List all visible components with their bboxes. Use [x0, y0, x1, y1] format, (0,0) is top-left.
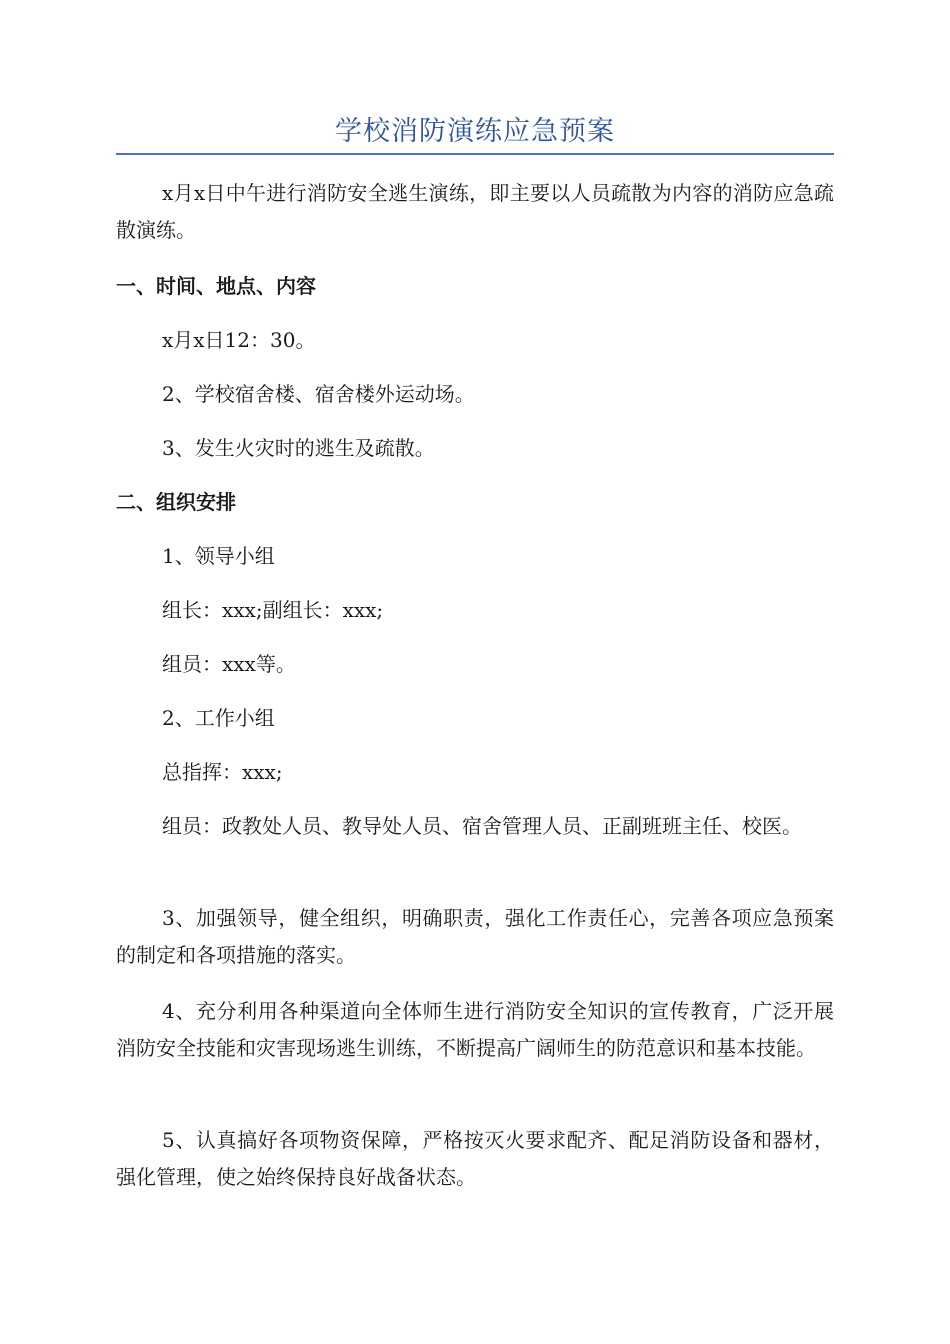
paragraph-place: 2、学校宿舍楼、宿舍楼外运动场。	[162, 382, 475, 406]
paragraph-leadership-duties: 3、加强领导，健全组织，明确职责，强化工作责任心，完善各项应急预案的制定和各项措施的落实。	[116, 906, 834, 967]
intro-paragraph: x月x日中午进行消防安全逃生演练，即主要以人员疏散为内容的消防应急疏散演练。	[116, 181, 834, 242]
paragraph-work-members: 组员：政教处人员、教导处人员、宿舍管理人员、正副班班主任、校医。	[162, 814, 802, 838]
title-underline	[116, 153, 834, 155]
paragraph-safety-education: 4、充分利用各种渠道向全体师生进行消防安全知识的宣传教育，广泛开展消防安全技能和灾害现场逃生训练，不断提高广阔师生的防范意识和基本技能。	[116, 999, 834, 1060]
paragraph-work-group: 2、工作小组	[162, 706, 275, 730]
section-heading-organization: 二、组织安排	[116, 490, 236, 514]
paragraph-group-members: 组员：xxx等。	[162, 652, 296, 676]
paragraph-content: 3、发生火灾时的逃生及疏散。	[162, 436, 435, 460]
paragraph-commander: 总指挥：xxx;	[162, 760, 283, 784]
section-heading-time-place: 一、时间、地点、内容	[116, 274, 316, 298]
document-title: 学校消防演练应急预案	[335, 116, 615, 147]
paragraph-time: x月x日12：30。	[162, 328, 316, 352]
paragraph-supplies: 5、认真搞好各项物资保障，严格按灭火要求配齐、配足消防设备和器材，强化管理，使之始终保持良好战备状态。	[116, 1128, 834, 1189]
paragraph-leadership-group: 1、领导小组	[162, 544, 275, 568]
paragraph-group-leaders: 组长：xxx;副组长：xxx;	[162, 598, 384, 622]
